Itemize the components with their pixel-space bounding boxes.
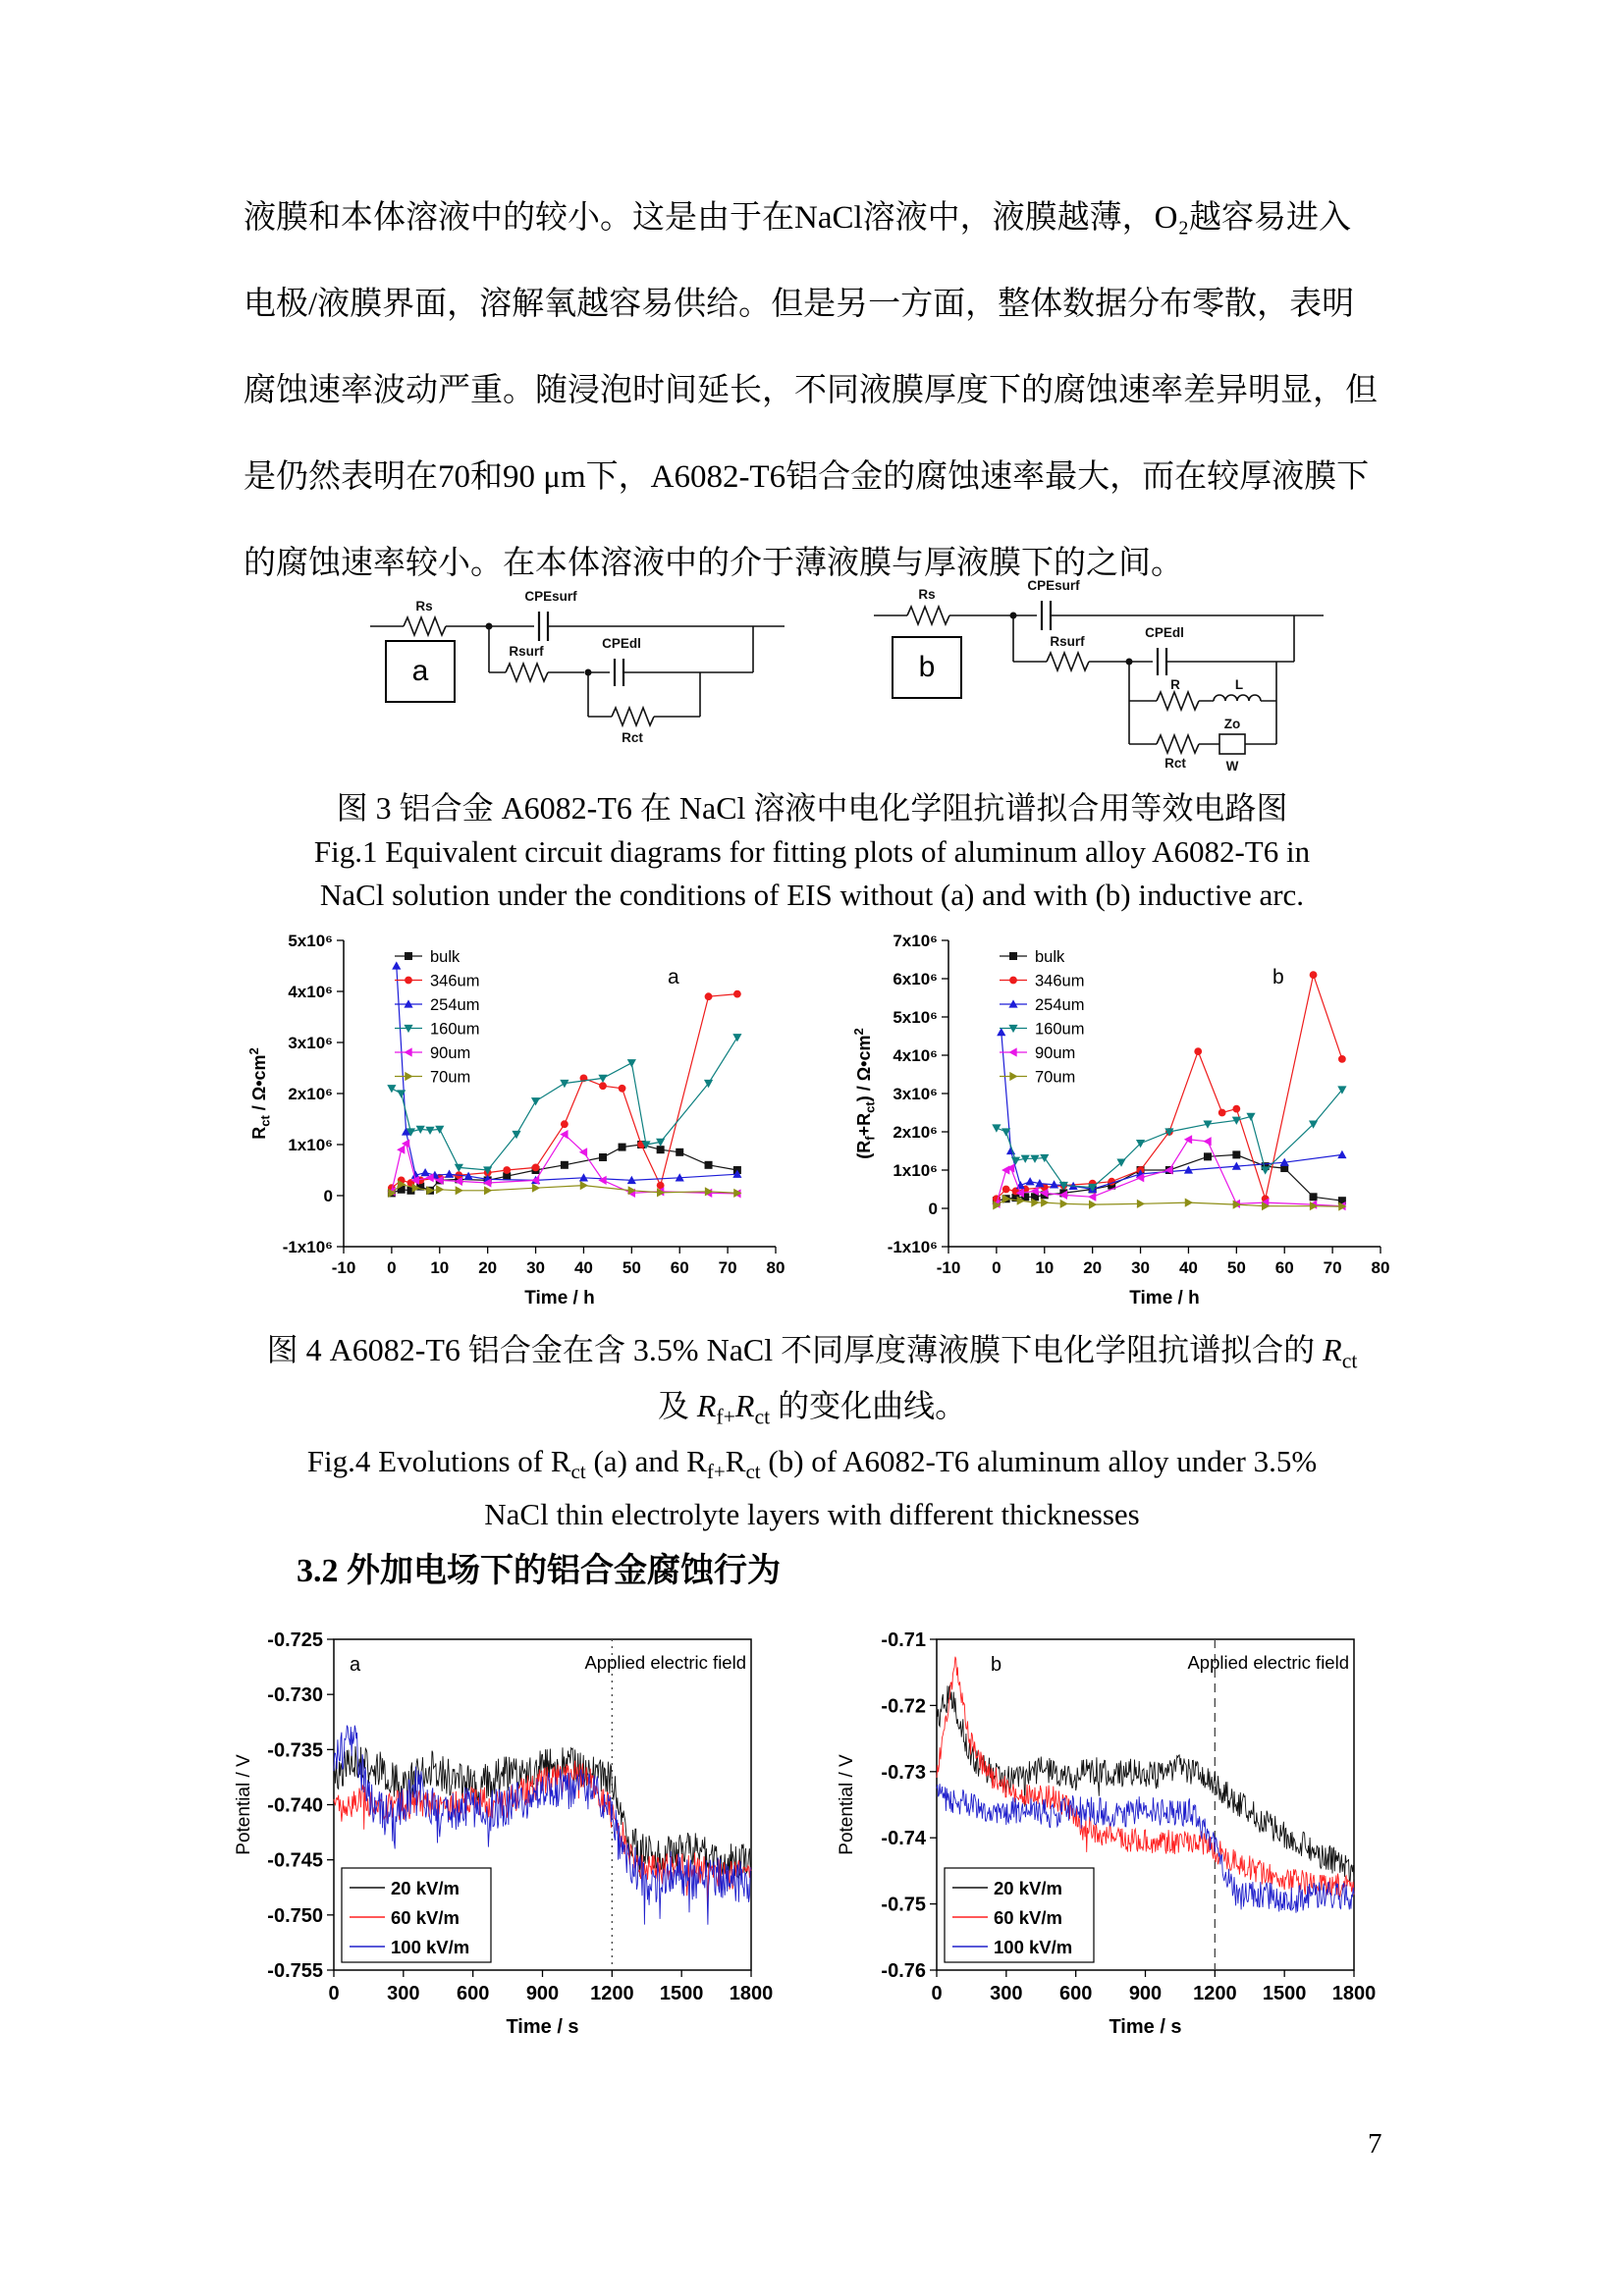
svg-text:1800: 1800 xyxy=(1331,1983,1377,2004)
svg-text:0: 0 xyxy=(387,1258,397,1277)
svg-text:0: 0 xyxy=(992,1258,1001,1277)
svg-text:Applied electric field: Applied electric field xyxy=(1187,1652,1349,1673)
svg-text:-0.745: -0.745 xyxy=(267,1849,323,1872)
resistor-rsurf xyxy=(506,664,548,681)
subfigure-label-a: a xyxy=(385,640,456,703)
label-cpedl: CPEdl xyxy=(602,636,641,651)
svg-text:-1x10⁶: -1x10⁶ xyxy=(282,1238,333,1256)
inductor-coil xyxy=(1214,695,1261,701)
svg-text:60: 60 xyxy=(670,1258,689,1277)
svg-text:60 kV/m: 60 kV/m xyxy=(391,1907,460,1928)
svg-text:254um: 254um xyxy=(430,996,480,1014)
node-dot xyxy=(486,623,493,630)
fig4-caption xyxy=(0,1327,1624,1536)
chart-rct xyxy=(245,923,795,1320)
svg-text:20 kV/m: 20 kV/m xyxy=(994,1878,1062,1898)
svg-text:254um: 254um xyxy=(1035,996,1085,1014)
label-w: W xyxy=(1225,759,1239,774)
svg-text:160um: 160um xyxy=(1035,1020,1085,1039)
svg-text:1x10⁶: 1x10⁶ xyxy=(288,1136,333,1154)
svg-text:7x10⁶: 7x10⁶ xyxy=(893,932,938,950)
svg-text:-1x10⁶: -1x10⁶ xyxy=(887,1238,938,1256)
svg-text:346um: 346um xyxy=(430,972,480,990)
label-cpedl: CPEdl xyxy=(1145,625,1184,640)
svg-text:2x10⁶: 2x10⁶ xyxy=(288,1085,333,1103)
chart-rf-rct xyxy=(850,923,1400,1320)
svg-text:1500: 1500 xyxy=(659,1983,704,2004)
svg-text:80: 80 xyxy=(1371,1258,1390,1277)
label-rs: Rs xyxy=(918,587,936,602)
fig4-caption-en2: NaCl thin electrolyte layers with different thicknesses xyxy=(484,1496,1140,1531)
svg-text:0: 0 xyxy=(328,1983,340,2004)
fig3-caption xyxy=(0,785,1624,917)
svg-text:70: 70 xyxy=(718,1258,737,1277)
resistor-rs xyxy=(907,607,949,624)
svg-text:Time / s: Time / s xyxy=(1109,2016,1182,2038)
svg-text:1200: 1200 xyxy=(1193,1983,1237,2004)
svg-text:4x10⁶: 4x10⁶ xyxy=(893,1046,938,1065)
fig3-caption-en2: NaCl solution under the conditions of EIS without (a) and with (b) inductive arc. xyxy=(319,878,1305,912)
svg-text:300: 300 xyxy=(387,1983,420,2004)
svg-text:-0.730: -0.730 xyxy=(267,1684,323,1707)
svg-text:a: a xyxy=(350,1654,361,1676)
label-cpesurf: CPEsurf xyxy=(1027,578,1080,593)
fig3-caption-cn: 图 3 铝合金 A6082-T6 在 NaCl 溶液中电化学阻抗谱拟合用等效电路图 xyxy=(336,790,1288,826)
svg-text:a: a xyxy=(668,966,679,988)
svg-text:0: 0 xyxy=(931,1983,943,2004)
label-zo: Zo xyxy=(1223,717,1241,731)
svg-text:-0.725: -0.725 xyxy=(267,1629,323,1651)
svg-text:20: 20 xyxy=(478,1258,498,1277)
svg-text:30: 30 xyxy=(1131,1258,1151,1277)
label-rct: Rct xyxy=(1164,756,1186,771)
node-dot xyxy=(1126,659,1133,666)
svg-text:40: 40 xyxy=(573,1258,593,1277)
label-l: L xyxy=(1234,677,1244,692)
svg-text:5x10⁶: 5x10⁶ xyxy=(893,1008,938,1027)
paragraph-line: 电极/液膜界面，溶解氧越容易供给。但是另一方面，整体数据分布零散，表明 xyxy=(244,287,1355,322)
paragraph-line: 是仍然表明在70和90 μm下，A6082-T6铝合金的腐蚀速率最大，而在较厚液膜下 xyxy=(244,459,1370,495)
svg-text:5x10⁶: 5x10⁶ xyxy=(288,932,333,950)
paragraph-line: 腐蚀速率波动严重。随浸泡时间延长，不同液膜厚度下的腐蚀速率差异明显，但 xyxy=(244,373,1378,408)
chart-potential-b xyxy=(827,1625,1381,2056)
svg-text:1500: 1500 xyxy=(1262,1983,1307,2004)
fig4-caption-en1: Fig.4 Evolutions of $R_{ct}$ (a) and $R_{f+}R_{ct}$ (b) of A6082-T6 aluminum alloy under 3.5% xyxy=(306,1443,1318,1483)
resistor-rct xyxy=(612,708,654,725)
svg-text:Rct / Ω•cm2: $R_{ct}$ / $\Omega•cm^2$ xyxy=(246,1047,273,1140)
svg-text:-0.735: -0.735 xyxy=(267,1739,323,1762)
svg-text:b: b xyxy=(991,1654,1002,1676)
svg-text:10: 10 xyxy=(1035,1258,1055,1277)
label-rct: Rct xyxy=(622,730,643,745)
svg-text:346um: 346um xyxy=(1035,972,1085,990)
svg-text:90um: 90um xyxy=(1035,1044,1076,1062)
svg-text:b: b xyxy=(1272,966,1284,988)
svg-text:60: 60 xyxy=(1274,1258,1294,1277)
label-rsurf: Rsurf xyxy=(1050,634,1085,649)
svg-text:-0.73: -0.73 xyxy=(881,1761,926,1784)
resistor-rs xyxy=(404,617,446,635)
svg-text:bulk: bulk xyxy=(430,948,460,966)
svg-text:-0.71: -0.71 xyxy=(881,1629,926,1651)
resistor-rsurf xyxy=(1047,653,1089,670)
svg-text:(Rf+Rct) / Ω•cm2: $(R_f+R_{ct})$ / $\Omega•cm^2$ xyxy=(851,1028,878,1159)
node-dot xyxy=(1010,613,1017,619)
svg-text:0: 0 xyxy=(928,1200,938,1218)
svg-text:30: 30 xyxy=(526,1258,546,1277)
warburg-box xyxy=(1219,734,1245,754)
label-rsurf: Rsurf xyxy=(509,644,544,659)
svg-text:600: 600 xyxy=(456,1983,490,2004)
svg-text:100 kV/m: 100 kV/m xyxy=(391,1937,470,1957)
svg-text:bulk: bulk xyxy=(1035,948,1065,966)
subfigure-label-b: b xyxy=(892,636,962,699)
label-cpesurf: CPEsurf xyxy=(524,589,577,604)
fig4-caption-cn1: 图 4 A6082-T6 铝合金在含 3.5% NaCl 不同厚度薄液膜下电化学阻抗谱拟合的 $R_{ct}$ xyxy=(266,1332,1358,1373)
svg-text:70um: 70um xyxy=(1035,1068,1076,1087)
svg-text:Potential / V: Potential / V xyxy=(234,1754,254,1855)
svg-text:Applied electric field: Applied electric field xyxy=(584,1652,746,1673)
svg-text:-10: -10 xyxy=(331,1258,356,1277)
resistor-rct xyxy=(1157,735,1199,753)
svg-text:4x10⁶: 4x10⁶ xyxy=(288,983,333,1001)
svg-text:-0.76: -0.76 xyxy=(881,1960,926,1982)
svg-text:-0.750: -0.750 xyxy=(267,1904,323,1927)
svg-text:10: 10 xyxy=(430,1258,450,1277)
label-rs: Rs xyxy=(415,599,433,614)
fig3-caption-en1: Fig.1 Equivalent circuit diagrams for fitting plots of aluminum alloy A6082-T6 in xyxy=(313,834,1311,869)
page-number: 7 xyxy=(1368,2128,1382,2160)
section-heading: 3.2 外加电场下的铝合金腐蚀行为 xyxy=(297,1553,781,1589)
svg-text:6x10⁶: 6x10⁶ xyxy=(893,970,938,988)
svg-text:900: 900 xyxy=(525,1983,560,2004)
svg-text:20: 20 xyxy=(1083,1258,1103,1277)
svg-text:-0.75: -0.75 xyxy=(881,1894,926,1916)
svg-text:-0.740: -0.740 xyxy=(267,1794,323,1817)
paragraph-line: 液膜和本体溶液中的较小。这是由于在NaCl溶液中，液膜越薄，O₂越容易进入 xyxy=(244,200,1351,236)
svg-text:40: 40 xyxy=(1178,1258,1198,1277)
svg-text:3x10⁶: 3x10⁶ xyxy=(288,1034,333,1052)
svg-text:80: 80 xyxy=(766,1258,785,1277)
svg-text:600: 600 xyxy=(1058,1983,1093,2004)
svg-text:20 kV/m: 20 kV/m xyxy=(391,1878,460,1898)
svg-text:-10: -10 xyxy=(936,1258,961,1277)
svg-text:100 kV/m: 100 kV/m xyxy=(994,1937,1073,1957)
svg-text:1x10⁶: 1x10⁶ xyxy=(893,1161,938,1180)
svg-text:160um: 160um xyxy=(430,1020,480,1039)
svg-text:Time / s: Time / s xyxy=(506,2016,579,2038)
svg-text:3x10⁶: 3x10⁶ xyxy=(893,1085,938,1103)
chart-potential-a xyxy=(224,1625,779,2056)
svg-text:Potential / V: Potential / V xyxy=(837,1754,857,1855)
svg-text:300: 300 xyxy=(990,1983,1023,2004)
svg-text:2x10⁶: 2x10⁶ xyxy=(893,1123,938,1142)
svg-text:Time / h: Time / h xyxy=(524,1288,595,1308)
svg-text:-0.72: -0.72 xyxy=(881,1695,926,1718)
resistor-r xyxy=(1157,692,1199,710)
svg-text:-0.755: -0.755 xyxy=(267,1960,323,1982)
svg-text:1200: 1200 xyxy=(590,1983,634,2004)
fig4-caption-cn2: 及 $R_{f+}R_{ct}$ 的变化曲线。 xyxy=(657,1388,967,1429)
body-paragraph xyxy=(244,175,1392,607)
svg-text:50: 50 xyxy=(622,1258,641,1277)
svg-text:70: 70 xyxy=(1323,1258,1342,1277)
svg-text:60 kV/m: 60 kV/m xyxy=(994,1907,1062,1928)
svg-text:-0.74: -0.74 xyxy=(881,1828,926,1850)
svg-text:1800: 1800 xyxy=(729,1983,774,2004)
svg-text:50: 50 xyxy=(1226,1258,1246,1277)
svg-text:70um: 70um xyxy=(430,1068,471,1087)
label-r: R xyxy=(1170,677,1180,692)
svg-text:0: 0 xyxy=(323,1187,333,1205)
svg-text:90um: 90um xyxy=(430,1044,471,1062)
svg-text:Time / h: Time / h xyxy=(1129,1288,1200,1308)
svg-text:900: 900 xyxy=(1128,1983,1163,2004)
node-dot xyxy=(585,669,592,676)
paragraph-line: 的腐蚀速率较小。在本体溶液中的介于薄液膜与厚液膜下的之间。 xyxy=(244,546,1183,581)
